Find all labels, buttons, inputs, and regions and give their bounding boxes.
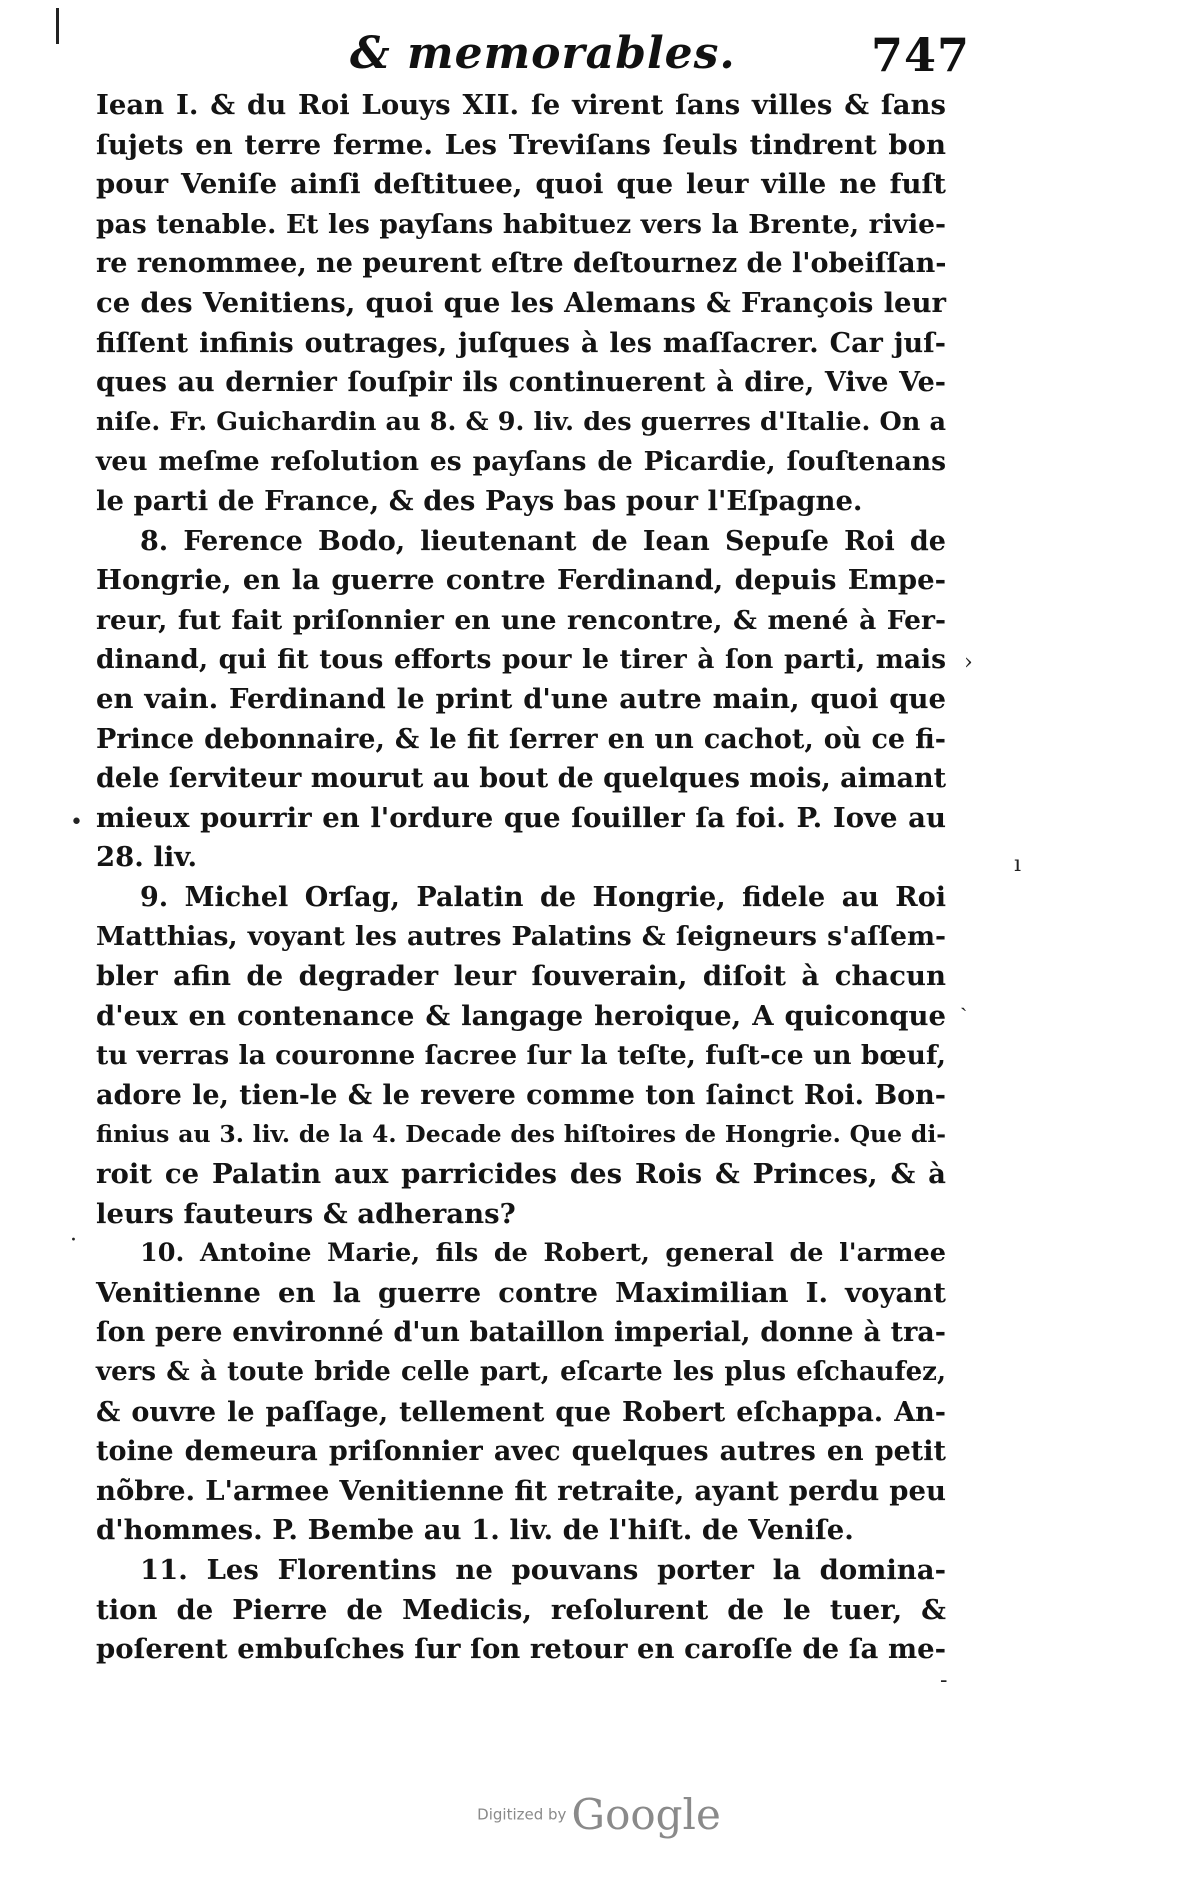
running-title: & memorables. (350, 28, 736, 79)
body-text (96, 86, 946, 1670)
text-line: dinand, qui fit tous efforts pour le tirer à ſon parti, mais (96, 644, 946, 676)
text-line: bler afin de degrader leur ſouverain, diſoit à chacun (96, 960, 946, 993)
text-line: re renommee, ne peurent eſtre deſtournez de l'obeiſſan- (96, 248, 947, 280)
text-line: 28. liv. (96, 841, 198, 874)
text-line: finius au 3. liv. de la 4. Decade des hiſtoires de Hongrie. Que di- (96, 1120, 946, 1149)
text-line: en vain. Ferdinand le print d'une autre main, quoi que (96, 682, 946, 715)
text-line: roit ce Palatin aux parricides des Rois & Princes, & à (96, 1158, 946, 1191)
digitized-label: Digitized by (477, 1805, 567, 1824)
text-line: niſe. Fr. Guichardin au 8. & 9. liv. des guerres d'Italie. On a (96, 406, 946, 437)
text-line: poſerent embuſches ſur ſon retour en caroſſe de ſa me- (96, 1633, 946, 1666)
text-line: 9. Michel Orſag, Palatin de Hongrie, fidele au Roi (140, 881, 946, 913)
text-line: ques au dernier ſouſpir ils continuerent à dire, Vive Ve- (96, 367, 946, 399)
text-line: d'eux en contenance & langage heroique, A quiconque (96, 999, 946, 1032)
margin-mark: ı (1014, 852, 1022, 877)
margin-mark: - (940, 1668, 948, 1693)
text-line: reur, fut fait priſonnier en une rencontre, & mené à Fer- (96, 604, 946, 636)
text-line: leurs fauteurs & adherans? (96, 1197, 516, 1230)
text-line: ſon pere environné d'un bataillon imperial, donne à tra- (96, 1317, 946, 1349)
text-line: toine demeura priſonnier avec quelques autres en petit (96, 1436, 946, 1468)
text-line: Prince debonnaire, & le fit ſerrer en un cachot, où ce fi- (96, 723, 946, 755)
text-line: Venitienne en la guerre contre Maximilian I. voyant (96, 1276, 946, 1309)
text-line: Matthias, voyant les autres Palatins & ſeigneurs s'aſſem- (96, 921, 946, 953)
text-line: mieux pourrir en l'ordure que ſouiller ſa foi. P. Iove au (96, 801, 946, 834)
text-line: 11. Les Florentins ne pouvans porter la domina- (140, 1553, 946, 1586)
margin-mark: • (70, 810, 83, 835)
running-head (330, 28, 970, 88)
margin-mark: › (964, 650, 973, 675)
text-line: ce des Venitiens, quoi que les Alemans & François leur (96, 286, 946, 319)
digitized-by-google-watermark (0, 1790, 1198, 1839)
text-line: le parti de France, & des Pays bas pour l'Eſpagne. (96, 484, 863, 517)
text-line: fiſſent infinis outrages, juſques à les maſſacrer. Car juſ- (96, 327, 946, 359)
text-line: pour Veniſe ainſi deſtituee, quoi que leur ville ne fuſt (96, 168, 946, 201)
text-line: Iean I. & du Roi Louys XII. ſe virent ſans villes & ſans (96, 89, 946, 121)
text-line: dele ſerviteur mourut au bout de quelques mois, aimant (96, 763, 947, 795)
text-line: & ouvre le paſſage, tellement que Robert eſchappa. An- (96, 1396, 946, 1428)
text-line: 8. Ference Bodo, lieutenant de Iean Sepuſe Roi de (140, 525, 946, 557)
text-line: d'hommes. P. Bembe au 1. liv. de l'hiſt. de Veniſe. (96, 1514, 854, 1547)
text-line: adore le, tien-le & le revere comme ton ſainct Roi. Bon- (96, 1079, 946, 1111)
text-line: Hongrie, en la guerre contre Ferdinand, depuis Empe- (96, 564, 946, 597)
text-line: pas tenable. Et les payſans habituez vers la Brente, rivie- (96, 208, 946, 240)
text-line: 10. Antoine Marie, fils de Robert, general de l'armee (140, 1238, 946, 1269)
text-line: ſujets en terre ferme. Les Treviſans ſeuls tindrent bon (96, 128, 946, 161)
text-line: nõbre. L'armee Venitienne fit retraite, ayant perdu peu (96, 1474, 946, 1507)
text-line: tu verras la couronne ſacree ſur la teſte, fuſt-ce un bœuf, (96, 1040, 946, 1072)
page-number: 747 (870, 28, 970, 82)
text-line: tion de Pierre de Medicis, reſolurent de le tuer, & (96, 1593, 946, 1626)
margin-mark: · (70, 1228, 77, 1253)
text-line: veu meſme reſolution es payſans de Picardie, ſouſtenans (96, 446, 946, 478)
page-edge-mark (56, 8, 59, 44)
google-wordmark: Google (571, 1790, 721, 1839)
text-line: vers & à toute bride celle part, eſcarte les plus eſchaufez, (96, 1357, 946, 1387)
margin-mark: ˎ (960, 987, 968, 1012)
